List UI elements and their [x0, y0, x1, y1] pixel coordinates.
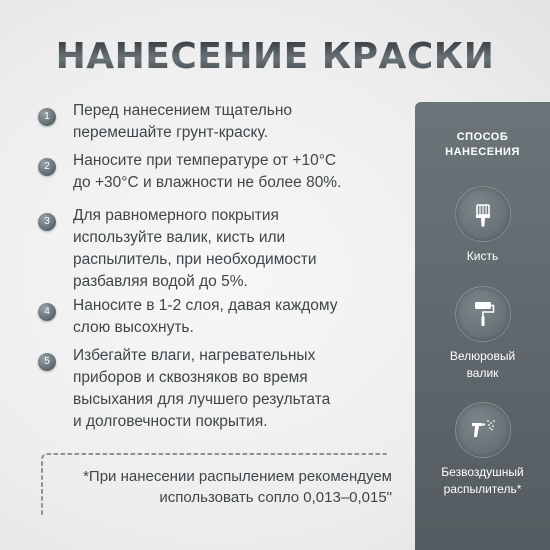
paint-roller-icon — [468, 299, 498, 329]
method-label: Безвоздушный распылитель* — [441, 465, 524, 496]
step-number: 3 — [38, 213, 56, 231]
step-text: Наносите в 1-2 слоя, давая каждому слою высохнуть. — [73, 297, 338, 336]
step-number: 4 — [38, 303, 56, 321]
method-label: Велюровый валик — [449, 349, 516, 380]
panel-title: СПОСОБ НАНЕСЕНИЯ — [445, 131, 520, 158]
note-text: *При нанесении распылением рекомендуем использовать сопло 0,013–0,015" — [83, 468, 392, 506]
step-text: Наносите при температуре от +10°С до +30°С и влажности не более 80%. — [73, 152, 342, 191]
step-number: 2 — [38, 158, 56, 176]
step-text: Для равномерного покрытия используйте валик, кисть или распылитель, при необходимости разбавляя водой до 5%. — [73, 207, 317, 290]
spray-gun-icon — [468, 415, 498, 445]
brush-icon — [468, 199, 498, 229]
application-method-panel — [415, 102, 550, 550]
method-label: Кисть — [466, 249, 499, 263]
page-title: НАНЕСЕНИЕ КРАСКИ — [0, 36, 550, 77]
spray-note — [36, 452, 392, 516]
step-text: Перед нанесением тщательно перемешайте грунт-краску. — [73, 102, 293, 141]
step-text: Избегайте влаги, нагревательных приборов и сквозняков во время высыхания для лучшего результата и долговечности покрытия. — [73, 347, 331, 430]
step-number: 5 — [38, 353, 56, 371]
step-number: 1 — [38, 108, 56, 126]
